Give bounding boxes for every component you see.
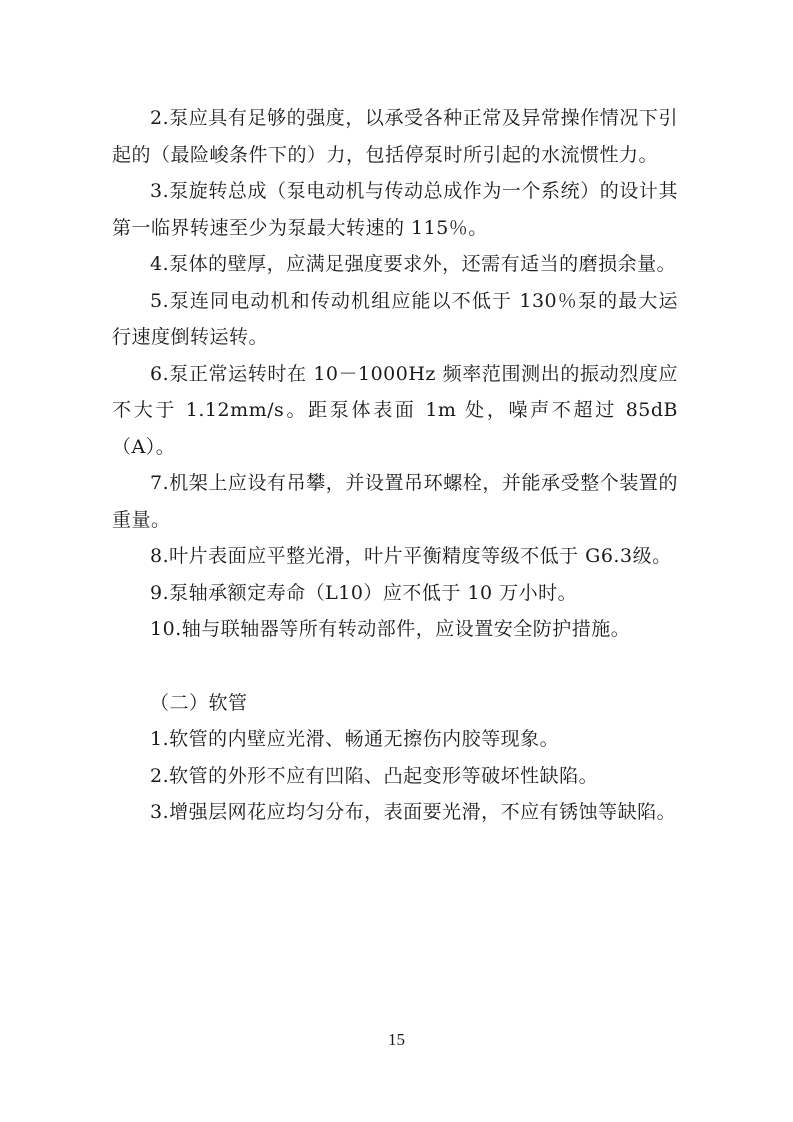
page-number: 15	[388, 1030, 405, 1049]
pump-requirement-6: 6.泵正常运转时在 10－1000Hz 频率范围测出的振动烈度应不大于 1.12mm/s。距泵体表面 1m 处，噪声不超过 85dB（A）。	[112, 362, 678, 458]
hose-requirement-3: 3.增强层网花应均匀分布，表面要光滑，不应有锈蚀等缺陷。	[150, 801, 677, 823]
pump-requirement-10: 10.轴与联轴器等所有转动部件，应设置安全防护措施。	[150, 618, 631, 640]
section-heading-hose: （二）软管	[150, 691, 248, 714]
hose-requirement-1: 1.软管的内壁应光滑、畅通无擦伤内胶等现象。	[150, 728, 560, 750]
pump-requirement-4: 4.泵体的壁厚，应满足强度要求外，还需有适当的磨损余量。	[150, 253, 677, 275]
pump-requirement-7: 7.机架上应设有吊攀，并设置吊环螺栓，并能承受整个装置的重量。	[112, 472, 678, 531]
pump-requirement-2: 2.泵应具有足够的强度，以承受各种正常及异常操作情况下引起的（最险峻条件下的）力，包括停泵时所引起的水流惯性力。	[112, 107, 678, 166]
pump-requirement-8: 8.叶片表面应平整光滑，叶片平衡精度等级不低于 G6.3级。	[150, 545, 672, 567]
page-content	[112, 100, 678, 831]
pump-requirement-9: 9.泵轴承额定寿命（L10）应不低于 10 万小时。	[150, 581, 578, 604]
hose-requirement-2: 2.软管的外形不应有凹陷、凸起变形等破坏性缺陷。	[150, 764, 599, 787]
pump-requirement-5: 5.泵连同电动机和传动机组应能以不低于 130％泵的最大运行速度倒转运转。	[112, 289, 678, 348]
pump-requirement-3: 3.泵旋转总成（泵电动机与传动总成作为一个系统）的设计其第一临界转速至少为泵最大转速的 115％。	[112, 180, 678, 239]
section-spacer	[112, 648, 678, 685]
